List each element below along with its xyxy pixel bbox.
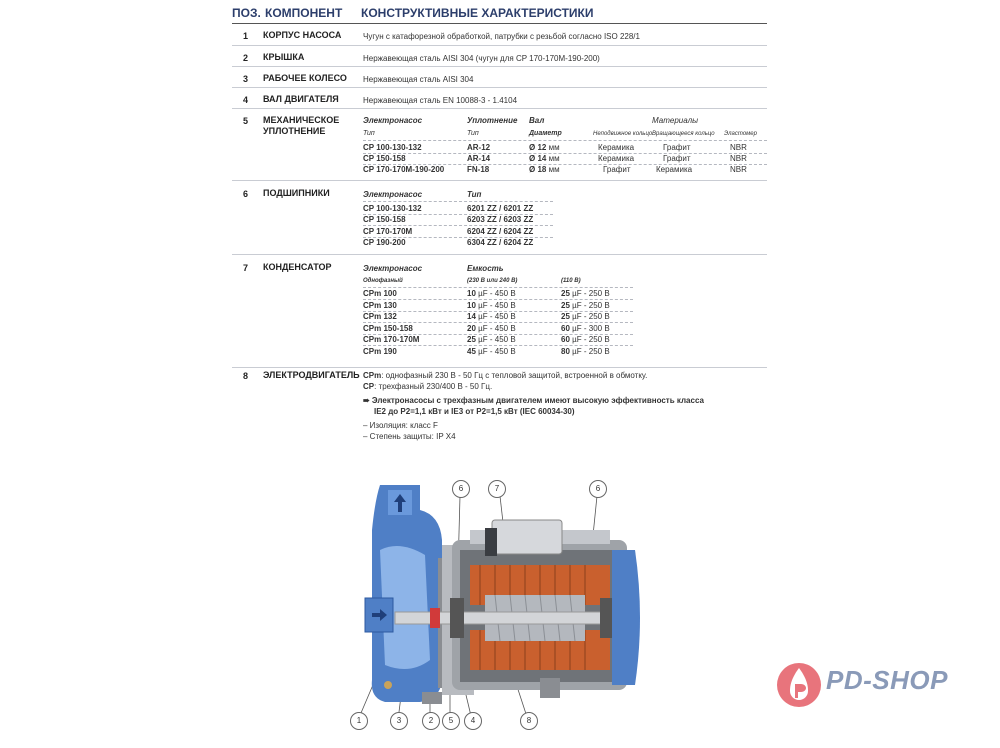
seal-row-m1: Керамика — [598, 154, 635, 163]
seal-row-shaft: Ø 12 — [529, 143, 547, 152]
bearings-row-type: 6304 ZZ / 6204 ZZ — [467, 238, 534, 247]
seal-row-shaft: Ø 18 — [529, 165, 547, 174]
header-component: КОМПОНЕНТ — [265, 6, 343, 20]
row-name: КОРПУС НАСОСА — [263, 30, 342, 40]
capacitor-row-v1: µF - 450 В — [478, 324, 516, 333]
capacitor-row-c2: 80 — [561, 347, 570, 356]
capacitor-row-110 — [561, 312, 610, 321]
seal-row-m3: NBR — [730, 154, 747, 163]
bearings-h-type: Тип — [467, 190, 482, 199]
capacitor-row-v1: µF - 450 В — [478, 347, 516, 356]
capacitor-row-v1: µF - 450 В — [478, 335, 516, 344]
capacitor-row-pump: CPm 130 — [363, 301, 397, 310]
motor-protection: – Степень защиты: IP X4 — [363, 432, 456, 441]
row-name: КРЫШКА — [263, 52, 305, 62]
seal-m1: Неподвижное кольцо — [593, 131, 653, 137]
seal-s-type2: Тип — [467, 130, 479, 137]
callout-5: 5 — [442, 712, 460, 730]
row-desc: Нержавеющая сталь EN 10088-3 - 1.4104 — [363, 96, 518, 105]
capacitor-h-pump: Электронасос — [363, 264, 423, 273]
capacitor-num: 7 — [243, 263, 249, 273]
seal-row-pump: CP 150-158 — [363, 154, 406, 163]
row-name: ВАЛ ДВИГАТЕЛЯ — [263, 94, 339, 104]
capacitor-row-pump: CPm 132 — [363, 312, 397, 321]
seal-row-pump: CP 170-170M-190-200 — [363, 165, 445, 174]
seal-row-unit: мм — [548, 165, 560, 174]
capacitor-h-cap: Емкость — [467, 264, 504, 273]
capacitor-row-c1: 45 — [467, 347, 476, 356]
capacitor-row-110 — [561, 289, 610, 298]
bearings-num: 6 — [243, 189, 249, 199]
bearings-row-pump: CP 100-130-132 — [363, 204, 422, 213]
seal-num: 5 — [243, 116, 249, 126]
bearings-name: ПОДШИПНИКИ — [263, 188, 330, 198]
seal-row-m3: NBR — [730, 165, 747, 174]
row-num: 4 — [243, 95, 249, 105]
capacitor-row-v1: µF - 450 В — [478, 289, 516, 298]
callout-8: 8 — [520, 712, 538, 730]
seal-name-2: УПЛОТНЕНИЕ — [263, 126, 326, 136]
capacitor-s-phase: Однофазный — [363, 278, 403, 284]
bearings-row-pump: CP 190-200 — [363, 238, 406, 247]
capacitor-row-230 — [467, 347, 516, 356]
capacitor-row-v2: µF - 250 В — [572, 347, 610, 356]
capacitor-row-230 — [467, 335, 516, 344]
seal-row-m2: Графит — [663, 143, 691, 152]
header-pos: ПОЗ. — [232, 6, 261, 20]
capacitor-name: КОНДЕНСАТОР — [263, 262, 332, 272]
seal-row-m3: NBR — [730, 143, 747, 152]
seal-row-m2: Графит — [663, 154, 691, 163]
capacitor-row-v2: µF - 250 В — [572, 312, 610, 321]
capacitor-row-c2: 25 — [561, 289, 570, 298]
seal-s-type: Тип — [363, 130, 375, 137]
capacitor-row-230 — [467, 301, 516, 310]
capacitor-row-c2: 25 — [561, 312, 570, 321]
seal-row-m1: Керамика — [598, 143, 635, 152]
capacitor-row-c1: 10 — [467, 289, 476, 298]
capacitor-row-c1: 10 — [467, 301, 476, 310]
capacitor-row-110 — [561, 347, 610, 356]
seal-row-seal: AR-12 — [467, 143, 491, 152]
seal-m2: Вращающееся кольцо — [652, 131, 715, 137]
capacitor-row-v2: µF - 250 В — [572, 301, 610, 310]
seal-row-seal: AR-14 — [467, 154, 491, 163]
capacitor-row-v2: µF - 250 В — [572, 335, 610, 344]
seal-row-seal: FN-18 — [467, 165, 490, 174]
seal-h-pump: Электронасос — [363, 116, 423, 125]
seal-row-unit: мм — [548, 143, 560, 152]
callout-6: 6 — [589, 480, 607, 498]
capacitor-row-v2: µF - 250 В — [572, 289, 610, 298]
capacitor-row-c1: 14 — [467, 312, 476, 321]
motor-note-1: ➠ Электронасосы с трехфазным двигателем имеют высокую эффективность класса — [363, 396, 704, 405]
capacitor-s-110: (110 В) — [561, 278, 581, 284]
motor-note-2: IE2 до P2=1,1 кВт и IE3 от P2=1,5 кВт (IEC 60034-30) — [374, 407, 575, 416]
motor-cpm-label: CPm — [363, 371, 382, 380]
pd-shop-logo-icon — [776, 658, 822, 712]
callout-6: 6 — [452, 480, 470, 498]
bearings-h-pump: Электронасос — [363, 190, 423, 199]
row-name: РАБОЧЕЕ КОЛЕСО — [263, 73, 347, 83]
capacitor-row-pump: CPm 170-170M — [363, 335, 420, 344]
bearings-row-type: 6204 ZZ / 6204 ZZ — [467, 227, 534, 236]
row-divider — [363, 299, 633, 300]
seal-row-m1: Графит — [603, 165, 631, 174]
bearings-row-pump: CP 150-158 — [363, 215, 406, 224]
capacitor-row-pump: CPm 150-158 — [363, 324, 413, 333]
header-characteristics: КОНСТРУКТИВНЫЕ ХАРАКТЕРИСТИКИ — [361, 6, 594, 20]
seal-h-materials: Материалы — [652, 116, 698, 125]
row-num: 3 — [243, 74, 249, 84]
capacitor-row-v1: µF - 450 В — [478, 301, 516, 310]
seal-h-shaft: Вал — [529, 116, 545, 125]
capacitor-row-c1: 20 — [467, 324, 476, 333]
row-divider — [363, 345, 633, 346]
bearings-row-pump: CP 170-170M — [363, 227, 413, 236]
bearings-row-type: 6203 ZZ / 6203 ZZ — [467, 215, 534, 224]
row-num: 2 — [243, 53, 249, 63]
seal-row-m2: Керамика — [656, 165, 693, 174]
capacitor-row-230 — [467, 324, 516, 333]
capacitor-row-c2: 60 — [561, 324, 570, 333]
pump-cutaway-illustration — [350, 470, 650, 730]
callout-4: 4 — [464, 712, 482, 730]
callout-7: 7 — [488, 480, 506, 498]
seal-m3: Эластомер — [724, 131, 757, 137]
motor-cpm-text: : однофазный 230 В - 50 Гц с тепловой защитой, встроенной в обмотку. — [381, 371, 648, 380]
capacitor-row-110 — [561, 335, 610, 344]
bearings-row-type: 6201 ZZ / 6201 ZZ — [467, 204, 534, 213]
seal-h-seal: Уплотнение — [467, 116, 518, 125]
logo-text: PD-SHOP — [826, 665, 948, 695]
capacitor-row-230 — [467, 289, 516, 298]
motor-cp-text: : трехфазный 230/400 В - 50 Гц. — [374, 382, 493, 391]
capacitor-row-v2: µF - 300 В — [572, 324, 610, 333]
capacitor-row-110 — [561, 324, 610, 333]
seal-row-unit: мм — [548, 154, 560, 163]
row-desc: Нержавеющая сталь AISI 304 — [363, 75, 474, 84]
seal-name-1: МЕХАНИЧЕСКОЕ — [263, 115, 340, 125]
capacitor-row-c1: 25 — [467, 335, 476, 344]
callout-3: 3 — [390, 712, 408, 730]
capacitor-row-110 — [561, 301, 610, 310]
capacitor-row-c2: 60 — [561, 335, 570, 344]
motor-cp-label: CP — [363, 382, 375, 391]
row-desc: Нержавеющая сталь AISI 304 (чугун для CP 170-170M-190-200) — [363, 54, 600, 63]
motor-insulation: – Изоляция: класс F — [363, 421, 438, 430]
capacitor-s-230: (230 В или 240 В) — [467, 278, 518, 284]
seal-row-shaft: Ø 14 — [529, 154, 547, 163]
capacitor-row-v1: µF - 450 В — [478, 312, 516, 321]
row-desc: Чугун с катафорезной обработкой, патрубки с резьбой согласно ISO 228/1 — [363, 32, 640, 41]
capacitor-row-pump: CPm 190 — [363, 347, 397, 356]
seal-s-diam: Диаметр — [529, 130, 562, 137]
motor-name: ЭЛЕКТРОДВИГАТЕЛЬ — [263, 370, 360, 380]
row-num: 1 — [243, 31, 249, 41]
capacitor-row-230 — [467, 312, 516, 321]
seal-row-pump: CP 100-130-132 — [363, 143, 422, 152]
motor-num: 8 — [243, 371, 249, 381]
capacitor-row-pump: CPm 100 — [363, 289, 397, 298]
callout-2: 2 — [422, 712, 440, 730]
capacitor-row-c2: 25 — [561, 301, 570, 310]
callout-1: 1 — [350, 712, 368, 730]
row-divider — [363, 322, 633, 323]
